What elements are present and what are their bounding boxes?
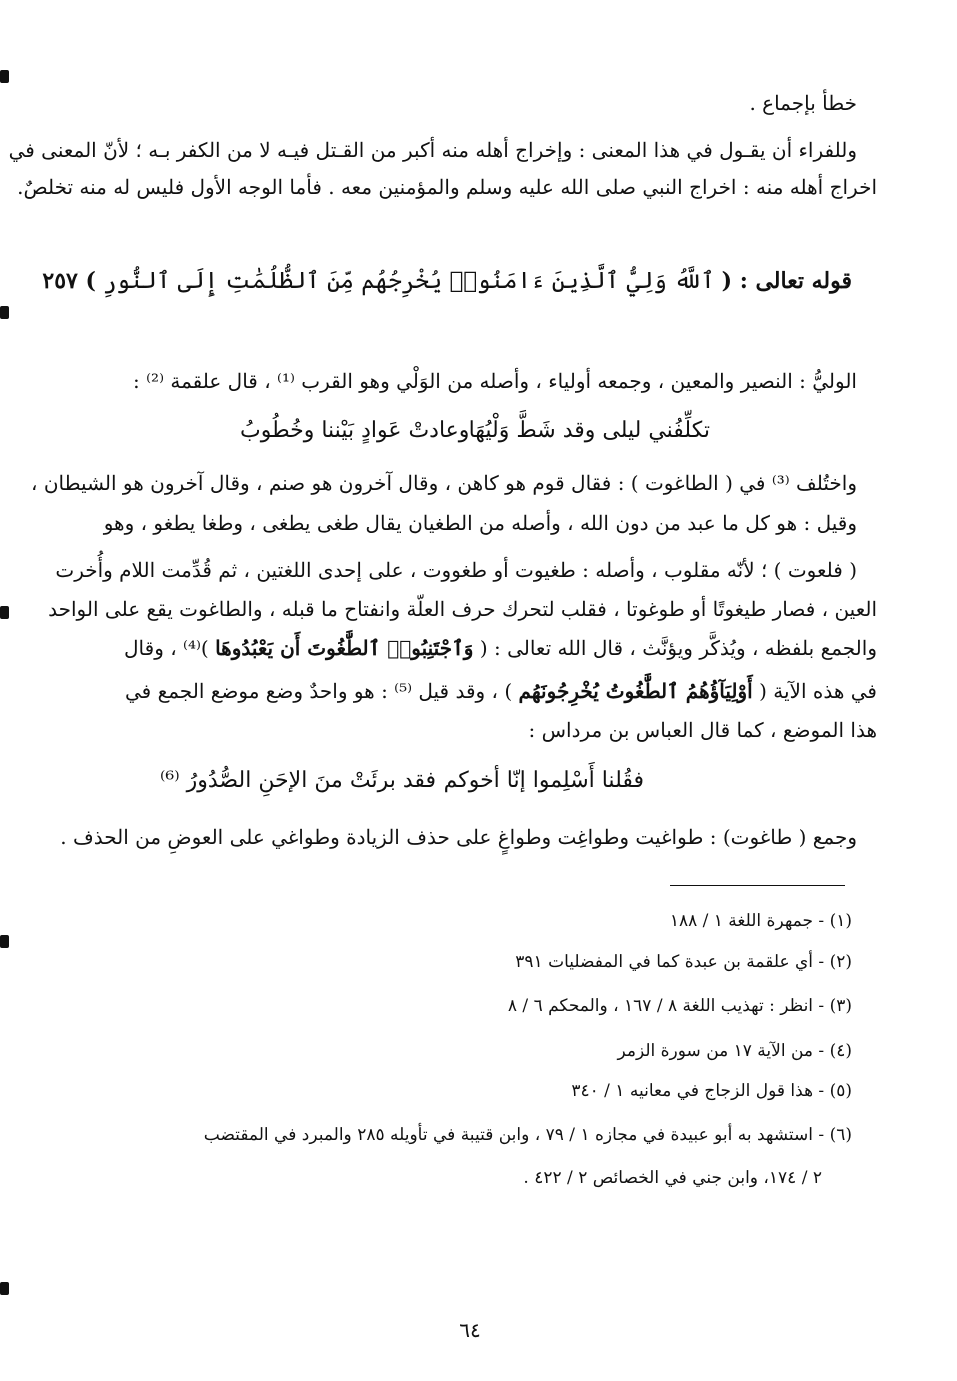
verse-prefix: قوله تعالى : ( bbox=[721, 268, 852, 294]
text-run: )⁽⁴⁾ ، وقال bbox=[124, 636, 209, 660]
poem-hemistich-second: وعادتْ عَوادٍ بَيْننا وخُطُوبُ bbox=[240, 418, 470, 443]
text-line: وجمع ( طاغوت) : طواغيت وطواغِت وطواغٍ على حذف الزيادة وطواغي على العوضِ من الحذف . bbox=[60, 825, 857, 849]
text-line bbox=[60, 633, 877, 663]
quran-verse-heading bbox=[42, 264, 852, 299]
scan-mark bbox=[0, 606, 9, 619]
scan-mark bbox=[0, 1282, 9, 1295]
quran-verse-text: ٱللَّهُ وَلِيُّ ٱلَّذِينَ ءَامَنُوا۟ يُخْرِجُهُم مِّنَ ٱلظُّلُمَٰتِ إِلَى ٱلنُّورِ bbox=[102, 268, 715, 294]
poem-hemistich-first: فقُلنا أَسْلِموا إنّا أخوكم bbox=[443, 768, 644, 793]
footnote: (٣) - انظر : تهذيب اللغة ٨ / ١٦٧ ، والمحكم ٦ / ٨ bbox=[507, 996, 852, 1016]
scan-mark bbox=[0, 306, 9, 319]
text-line: وللفراء أن يقـول في هذا المعنى : وإخراج أهله منه أكبر من القـتل فيـه لا من الكفر بـه ؛ لأنّ المعنى في bbox=[8, 138, 857, 162]
footnote: (٢) - أي علقمة بن عبدة كما في المفضليات ٣٩١ bbox=[515, 952, 852, 972]
verse-number: ) ٢٥٧ bbox=[42, 268, 96, 294]
text-line: خطأ بإجماع . bbox=[749, 91, 857, 115]
text-line: اخراج أهله منه : اخراج النبي صلى الله عليه وسلم والمؤمنين معه . فأما الوجه الأول فليس له منه تخلصٌ. bbox=[17, 175, 877, 199]
footnote: ٢ / ١٧٤، وابن جني في الخصائص ٢ / ٤٢٢ . bbox=[523, 1168, 822, 1188]
footnote: (٦) - استشهد به أبو عبيدة في مجازه ١ / ٧٩ ، وابن قتيبة في تأويله ٢٨٥ والمبرد في المقتضب bbox=[203, 1125, 852, 1145]
scan-mark bbox=[0, 935, 9, 948]
footnote: (٥) - هذا قول الزجاج في معانيه ١ / ٣٤٠ bbox=[571, 1081, 852, 1101]
text-line: هذا الموضع ، كما قال العباس بن مرداس : bbox=[528, 718, 877, 742]
text-line: وقيل : هو كل ما عبد من دون الله ، وأصله من الطغيان يقال طغى يطغى ، وطغا يطغو ، وهو bbox=[103, 511, 857, 535]
text-line: العين ، فصار طيغوتًا أو طوغوتا ، فقلب لتحرك حرف العلّة وانفتاح ما قبله ، والطاغوت يقع على الواحد bbox=[48, 597, 877, 621]
text-run: في هذه الآية ( bbox=[759, 679, 877, 703]
poem-hemistich-first: تكلِّفُني ليلى وقد شَطَّ وَلْيُهَا bbox=[468, 418, 710, 443]
text-run: والجمع بلفظه ، ويُذكَّر ويؤنَّث ، قال الله تعالى : ( bbox=[479, 636, 877, 660]
text-run: ) ، وقد قيل ⁽⁵⁾ : هو واحدٌ وضع موضع الجمع في bbox=[125, 679, 513, 703]
scan-mark bbox=[0, 70, 9, 83]
page-number: ٦٤ bbox=[459, 1318, 481, 1342]
poem-hemistich-second: فقد برئَتْ منَ الإحَنِ الصُّدُورُ ⁽⁶⁾ bbox=[160, 768, 437, 793]
footnote: (٤) - من الآية ١٧ من سورة الزمر bbox=[617, 1041, 852, 1061]
quran-quote: وَٱجْتَنِبُوا۟ ٱلطَّٰغُوتَ أَن يَعْبُدُوهَا bbox=[215, 636, 474, 660]
text-line: الوليُّ : النصير والمعين ، وجمعه أولياء ، وأصله من الوَلْي وهو القرب ⁽¹⁾ ، قال علقمة ⁽²⁾ : bbox=[133, 369, 857, 393]
text-line: ( فلعوت ) ؛ لأنّه مقلوب ، وأصله : طغيوت أو طغووت ، على إحدى اللغتين ، ثم قُدِّمت اللام وأُخرت bbox=[55, 558, 857, 582]
text-line bbox=[60, 676, 877, 706]
text-line: واختُلف ⁽³⁾ في ( الطاغوت ) : فقال قوم هو كاهن ، وقال آخرون هو صنم ، وقال آخرون هو الشيطان ، bbox=[31, 471, 857, 495]
footnote: (١) - جمهرة اللغة ١ / ١٨٨ bbox=[669, 911, 852, 931]
quran-quote: أَوْلِيَآؤُهُمُ ٱلطَّٰغُوتُ يُخْرِجُونَهُم bbox=[518, 679, 753, 703]
footnote-divider bbox=[670, 885, 845, 886]
